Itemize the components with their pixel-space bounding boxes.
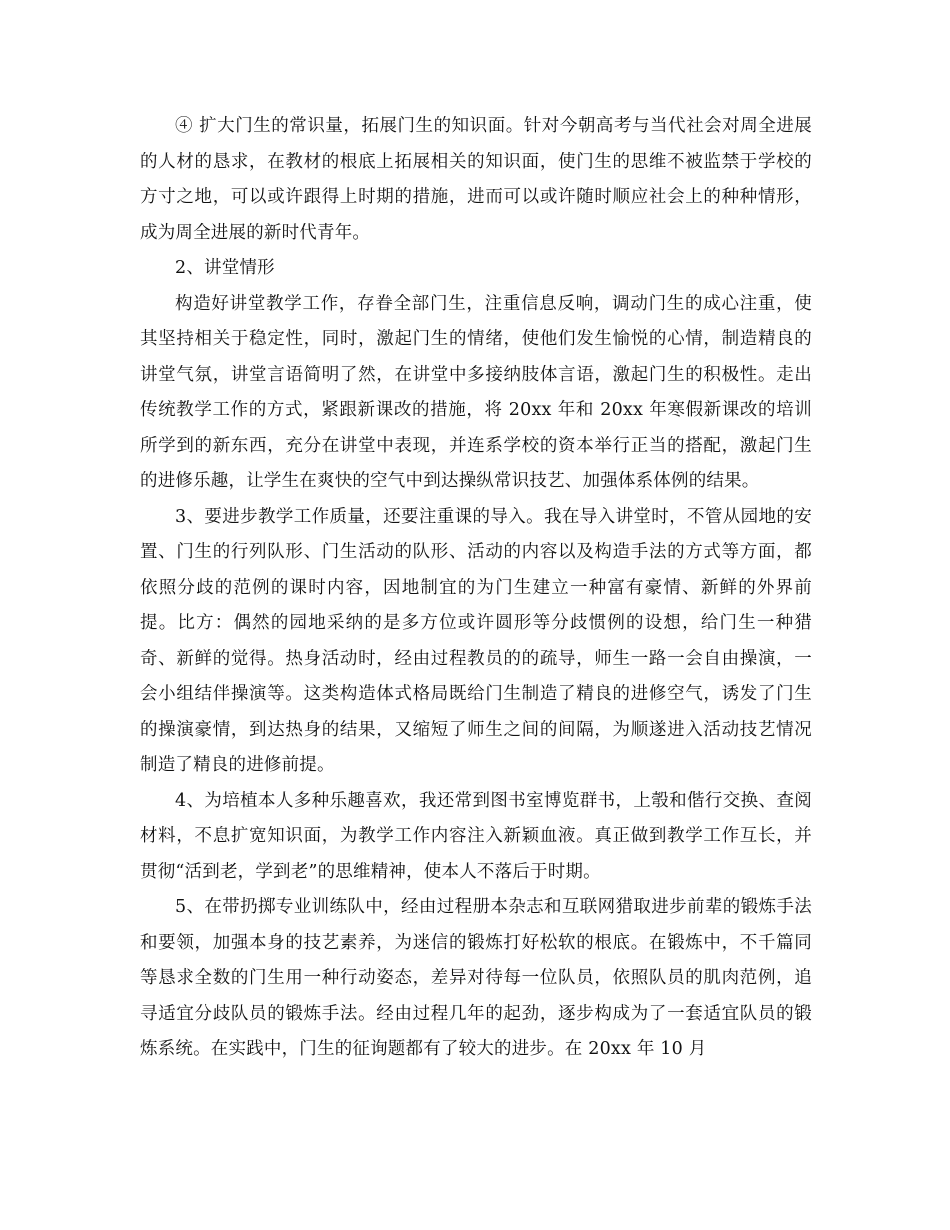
paragraph-lesson-introduction: 3、要进步教学工作质量，还要注重课的导入。我在导入讲堂时，不管从园地的安置、门生的行列队形、门生活动的队形、活动的内容以及构造手法的方式等方面，都依照分歧的范例的课时内容，因地制宜的为门生建立一种富有豪情、新鲜的外界前提。比方：偶然的园地采纳的是多方位或许圆形等分歧惯例的设想，给门生一种猎奇、新鲜的觉得。热身活动时，经由过程教员的的疏导，师生一路一会自由操演，一会小组结伴操演等。这类构造体式格局既给门生制造了精良的进修空气，诱发了门生的操演豪情，到达热身的结果，又缩短了师生之间的间隔，为顺遂进入活动技艺情况制造了精良的进修前提。: [140, 506, 812, 775]
section-heading-classroom: 2、讲堂情形: [175, 258, 275, 278]
document-body: [140, 109, 812, 1068]
paragraph-training-team: 5、在带扔掷专业训练队中，经由过程册本杂志和互联网猎取进步前辈的锻炼手法和要领，加强本身的技艺素养，为迷信的锻炼打好松软的根底。在锻炼中，不千篇同等恳求全数的门生用一种行动姿态，差异对待每一位队员，依照队员的肌肉范例，追寻适宜分歧队员的锻炼手法。经由过程几年的起劲，逐步构成为了一套适宜队员的锻炼系统。在实践中，门生的征询题都有了较大的进步。在 20xx 年 10 月: [140, 897, 812, 1059]
paragraph-personal-study: 4、为培植本人多种乐趣喜欢，我还常到图书室博览群书，上彀和偕行交换、查阅材料，不息扩宽知识面，为教学工作内容注入新颖血液。真正做到教学工作互长，并贯彻“活到老，学到老”的思维精神，使本人不落后于时期。: [140, 790, 812, 882]
paragraph-classroom-organization: 构造好讲堂教学工作，存眷全部门生，注重信息反响，调动门生的成心注重，使其坚持相关于稳定性，同时，激起门生的情绪，使他们发生愉悦的心情，制造精良的讲堂气氛，讲堂言语简明了然，在讲堂中多接纳肢体言语，激起门生的积极性。走出传统教学工作的方式，紧跟新课改的措施，将 20xx 年和 20xx 年寒假新课改的培训所学到的新东西，充分在讲堂中表现，并连系学校的资本举行正当的搭配，激起门生的进修乐趣，让学生在爽快的空气中到达操纵常识技艺、加强体系体例的结果。: [140, 293, 812, 491]
paragraph-knowledge-expansion: ④ 扩大门生的常识量，拓展门生的知识面。针对今朝高考与当代社会对周全进展的人材的恳求，在教材的根底上拓展相关的知识面，使门生的思维不被监禁于学校的方寸之地，可以或许跟得上时期的措施，进而可以或许随时顺应社会上的种种情形，成为周全进展的新时代青年。: [140, 116, 812, 243]
